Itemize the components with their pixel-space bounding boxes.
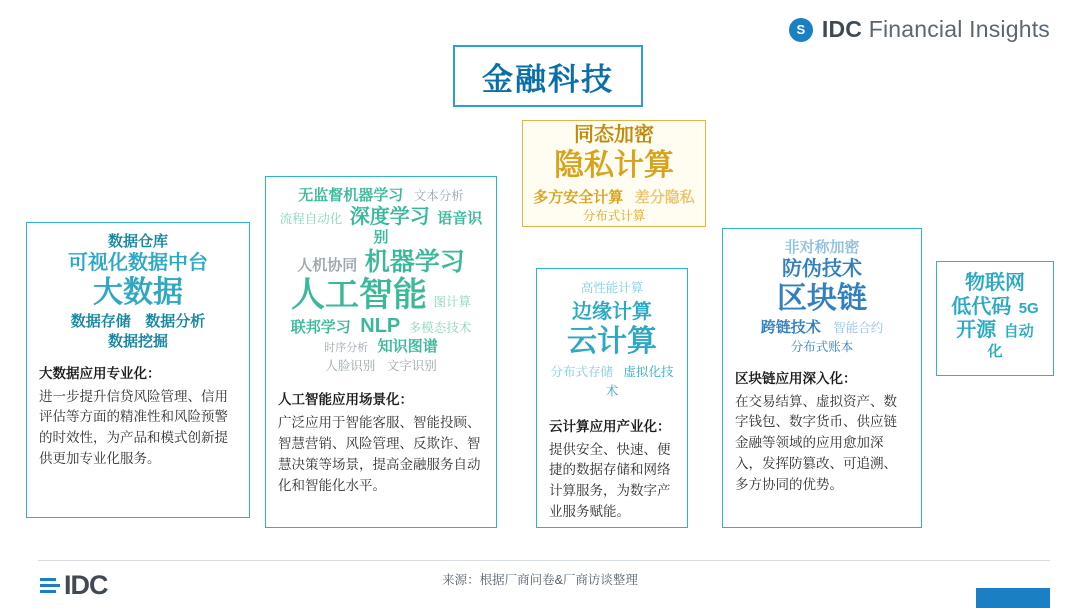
token-cloud-1: 边缘计算 — [572, 300, 652, 323]
token-ai-10: NLP — [360, 314, 401, 337]
word-cloud-big-data — [39, 233, 237, 352]
brand-title-rest: Financial Insights — [862, 16, 1050, 42]
desc-cloud — [549, 417, 675, 524]
desc-title-cloud: 云计算应用产业化： — [549, 418, 671, 434]
token-chain-4: 智能合约 — [833, 320, 884, 335]
desc-body-ai: 广泛应用于智能客服、智能投顾、智慧营销、风险管理、反欺诈、智慧决策等场景，提高金融服务自动化和智能化水平。 — [278, 415, 481, 493]
token-ai-3: 深度学习 — [349, 205, 430, 228]
word-cloud-iot — [949, 272, 1041, 362]
token-ai-7: 人工智能 — [291, 275, 428, 314]
card-iot-others — [936, 261, 1054, 376]
token-bigdata-2: 大数据 — [93, 276, 183, 310]
token-ai-13: 知识图谱 — [377, 338, 438, 356]
idc-circle-icon: S — [789, 18, 813, 42]
token-bigdata-5: 数据挖掘 — [107, 332, 168, 350]
brand-title — [822, 16, 1050, 43]
token-bigdata-1: 可视化数据中台 — [68, 251, 208, 274]
card-privacy-computing — [522, 120, 706, 227]
word-cloud-blockchain — [735, 239, 909, 357]
token-ai-9: 联邦学习 — [290, 318, 351, 336]
word-cloud-ai — [278, 187, 484, 376]
token-ai-15: 文字识别 — [386, 359, 437, 374]
privacy-line3 — [533, 188, 694, 208]
token-ai-6: 机器学习 — [364, 248, 465, 277]
token-ai-8: 图计算 — [433, 294, 471, 309]
desc-ai — [278, 390, 484, 497]
token-ai-2: 流程自动化 — [279, 211, 343, 226]
token-bigdata-3: 数据存储 — [70, 312, 131, 330]
token-cloud-4: 虚拟化技术 — [605, 364, 674, 398]
token-ai-12: 时序分析 — [324, 342, 369, 355]
footer-accent-bar — [976, 588, 1050, 608]
desc-body-cloud: 提供安全、快速、便捷的数据存储和网络计算服务，为数字产业服务赋能。 — [549, 441, 671, 520]
desc-big-data — [39, 364, 237, 471]
card-cloud-computing — [536, 268, 688, 528]
token-bigdata-4: 数据分析 — [145, 312, 206, 330]
privacy-line1: 同态加密 — [574, 123, 654, 146]
token-cloud-0: 高性能计算 — [580, 281, 644, 295]
desc-title-big-data: 大数据应用专业化： — [39, 365, 161, 381]
brand-title-idc: IDC — [821, 16, 863, 42]
token-ai-11: 多模态技术 — [408, 320, 472, 335]
footer-divider — [38, 560, 1050, 561]
card-blockchain — [722, 228, 922, 528]
token-chain-2: 区块链 — [777, 282, 867, 316]
token-chain-5: 分布式账本 — [790, 339, 854, 354]
page-title — [453, 45, 643, 107]
brand-logo-group — [789, 16, 1050, 43]
word-cloud-cloud — [549, 279, 675, 401]
desc-blockchain — [735, 369, 909, 497]
token-ai-0: 无监督机器学习 — [298, 187, 404, 204]
desc-body-big-data: 进一步提升信贷风险管理、信用评估等方面的精准性和风险预警的时效性，为产品和模式创新提供更加专业化服务。 — [39, 388, 228, 467]
token-iot-2: 5G — [1018, 299, 1039, 317]
token-cloud-3: 分布式存储 — [550, 364, 614, 379]
privacy-line4: 分布式计算 — [582, 209, 646, 224]
desc-body-blockchain: 在交易结算、虚拟资产、数字钱包、数字货币、供应链金融等领域的应用愈加深入，发挥防篡改、可追溯、多方协同的优势。 — [735, 393, 897, 493]
token-iot-3: 开源 — [956, 319, 997, 342]
token-iot-1: 低代码 — [951, 295, 1012, 318]
footer-logo-label: IDC — [64, 570, 108, 600]
desc-title-blockchain: 区块链应用深入化： — [735, 370, 857, 386]
token-iot-0: 物联网 — [965, 272, 1025, 294]
desc-title-ai: 人工智能应用场景化： — [278, 392, 413, 408]
token-ai-1: 文本分析 — [413, 189, 464, 203]
token-ai-4: 语音识别 — [373, 209, 483, 247]
privacy-line3a: 多方安全计算 — [533, 188, 624, 206]
page-title-label: 金融科技 — [482, 61, 614, 97]
token-chain-0: 非对称加密 — [784, 239, 860, 256]
card-big-data — [26, 222, 250, 518]
token-iot-4: 自动化 — [987, 323, 1034, 360]
source-note: 来源：根据厂商问卷&厂商访谈整理 — [442, 573, 638, 587]
card-artificial-intelligence — [265, 176, 497, 528]
token-ai-14: 人脸识别 — [325, 359, 376, 374]
token-ai-5: 人机协同 — [297, 257, 358, 275]
token-cloud-2: 云计算 — [567, 325, 657, 359]
privacy-line3b: 差分隐私 — [634, 188, 695, 206]
token-chain-3: 跨链技术 — [760, 318, 821, 336]
privacy-line2: 隐私计算 — [554, 149, 674, 183]
token-chain-1: 防伪技术 — [782, 257, 862, 280]
token-bigdata-0: 数据仓库 — [107, 233, 168, 250]
